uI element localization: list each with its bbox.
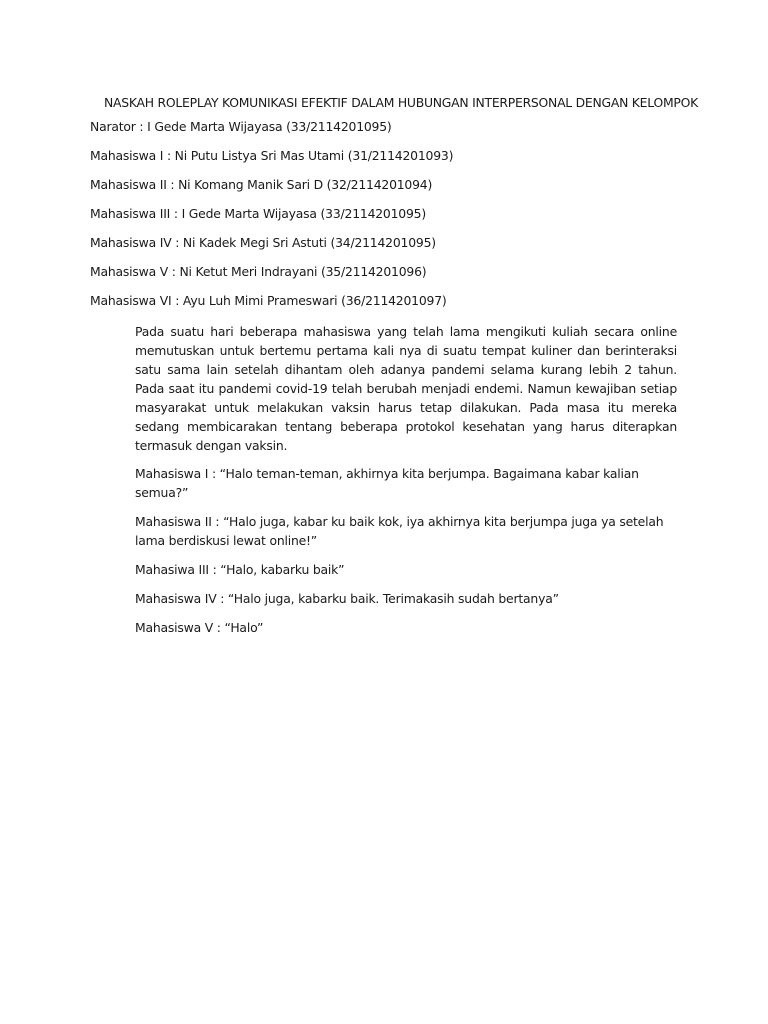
cast-mahasiswa-1: Mahasiswa I : Ni Putu Listya Sri Mas Utami (31/2114201093) xyxy=(90,148,454,163)
cast-mahasiswa-5: Mahasiswa V : Ni Ketut Meri Indrayani (35/2114201096) xyxy=(90,264,427,279)
cast-mahasiswa-4: Mahasiswa IV : Ni Kadek Megi Sri Astuti (34/2114201095) xyxy=(90,235,436,250)
cast-mahasiswa-2: Mahasiswa II : Ni Komang Manik Sari D (32/2114201094) xyxy=(90,177,433,192)
document-title: NASKAH ROLEPLAY KOMUNIKASI EFEKTIF DALAM HUBUNGAN INTERPERSONAL DENGAN KELOMPOK xyxy=(104,95,699,110)
dialog-line-3: Mahasiwa III : “Halo, kabarku baik” xyxy=(135,562,345,577)
dialog-line-1: Mahasiswa I : “Halo teman-teman, akhirnya kita berjumpa. Bagaimana kabar kalian semua?” xyxy=(135,466,639,500)
script-body xyxy=(135,322,677,637)
dialog-line-2: Mahasiswa II : “Halo juga, kabar ku baik kok, iya akhirnya kita berjumpa juga ya setelah lama berdiskusi lewat online!” xyxy=(135,514,664,548)
cast-narrator: Narator : I Gede Marta Wijayasa (33/2114201095) xyxy=(90,119,392,134)
dialog-line-5: Mahasiswa V : “Halo” xyxy=(135,620,264,635)
narration-paragraph: Pada suatu hari beberapa mahasiswa yang telah lama mengikuti kuliah secara online memutuskan untuk bertemu pertama kali nya di suatu tempat kuliner dan berinteraksi satu sama lain setelah dihantam oleh adanya pandemi selama kurang lebih 2 tahun. Pada saat itu pandemi covid-19 telah berubah menjadi endemi. Namun kewajiban setiap masyarakat untuk melakukan vaksin harus tetap dilakukan. Pada masa itu mereka sedang membicarakan tentang beberapa protokol kesehatan yang harus diterapkan termasuk dengan vaksin. xyxy=(135,324,677,453)
cast-list xyxy=(90,119,678,308)
cast-mahasiswa-6: Mahasiswa VI : Ayu Luh Mimi Prameswari (36/2114201097) xyxy=(90,293,447,308)
dialog-line-4: Mahasiswa IV : “Halo juga, kabarku baik. Terimakasih sudah bertanya” xyxy=(135,591,559,606)
cast-mahasiswa-3: Mahasiswa III : I Gede Marta Wijayasa (33/2114201095) xyxy=(90,206,426,221)
